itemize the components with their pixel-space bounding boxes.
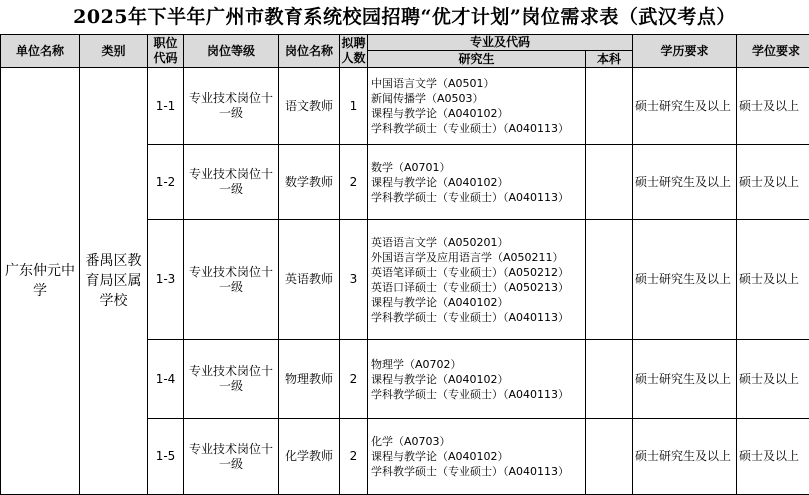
major-line: 英语语言文学（A050201） <box>371 235 585 250</box>
education-requirement-cell: 硕士研究生及以上 <box>633 145 737 220</box>
undergrad-majors-cell <box>586 220 633 340</box>
planned-count-cell: 3 <box>340 220 368 340</box>
major-line: 学科教学硕士（专业硕士）（A040113） <box>371 190 585 205</box>
planned-count-cell: 1 <box>340 68 368 145</box>
major-line: 英语笔译硕士（专业硕士）（A050212） <box>371 265 585 280</box>
education-requirement-cell: 硕士研究生及以上 <box>633 419 737 495</box>
post-level-cell: 专业技术岗位十一级 <box>184 220 279 340</box>
page-title: 2025年下半年广州市教育系统校园招聘“优才计划”岗位需求表（武汉考点） <box>0 0 809 34</box>
header-category: 类别 <box>80 35 148 68</box>
major-line: 外国语言学及应用语言学（A050211） <box>371 250 585 265</box>
header-post-name: 岗位名称 <box>279 35 340 68</box>
major-line: 课程与教学论（A040102） <box>371 106 585 121</box>
post-code-cell: 1-3 <box>148 220 184 340</box>
post-code-cell: 1-2 <box>148 145 184 220</box>
major-line: 学科教学硕士（专业硕士）（A040113） <box>371 464 585 479</box>
planned-count-cell: 2 <box>340 419 368 495</box>
post-level-cell: 专业技术岗位十一级 <box>184 419 279 495</box>
table-row <box>1 68 809 145</box>
major-line: 化学（A0703） <box>371 434 585 449</box>
post-code-cell: 1-4 <box>148 340 184 419</box>
header-unit-name: 单位名称 <box>1 35 80 68</box>
post-name-cell: 英语教师 <box>279 220 340 340</box>
post-level-cell: 专业技术岗位十一级 <box>184 145 279 220</box>
post-name-cell: 数学教师 <box>279 145 340 220</box>
graduate-majors-cell <box>368 220 586 340</box>
graduate-majors-cell <box>368 340 586 419</box>
major-line: 课程与教学论（A040102） <box>371 449 585 464</box>
header-major-and-code: 专业及代码 <box>368 35 633 51</box>
post-code-cell: 1-5 <box>148 419 184 495</box>
major-line: 物理学（A0702） <box>371 357 585 372</box>
major-line: 学科教学硕士（专业硕士）（A040113） <box>371 310 585 325</box>
major-line: 课程与教学论（A040102） <box>371 295 585 310</box>
degree-requirement-cell: 硕士及以上 <box>737 419 809 495</box>
graduate-majors-cell <box>368 419 586 495</box>
planned-count-cell: 2 <box>340 340 368 419</box>
graduate-majors-cell <box>368 68 586 145</box>
category-cell: 番禺区教育局区属学校 <box>80 68 148 495</box>
undergrad-majors-cell <box>586 145 633 220</box>
unit-name-cell: 广东仲元中学 <box>1 68 80 495</box>
degree-requirement-cell: 硕士及以上 <box>737 68 809 145</box>
degree-requirement-cell: 硕士及以上 <box>737 220 809 340</box>
education-requirement-cell: 硕士研究生及以上 <box>633 340 737 419</box>
post-name-cell: 语文教师 <box>279 68 340 145</box>
education-requirement-cell: 硕士研究生及以上 <box>633 68 737 145</box>
header-degree-requirement: 学位要求 <box>737 35 809 68</box>
major-line: 学科教学硕士（专业硕士）（A040113） <box>371 387 585 402</box>
post-name-cell: 化学教师 <box>279 419 340 495</box>
graduate-majors-cell <box>368 145 586 220</box>
planned-count-cell: 2 <box>340 145 368 220</box>
undergrad-majors-cell <box>586 68 633 145</box>
degree-requirement-cell: 硕士及以上 <box>737 145 809 220</box>
major-line: 数学（A0701） <box>371 160 585 175</box>
major-line: 中国语言文学（A0501） <box>371 76 585 91</box>
post-name-cell: 物理教师 <box>279 340 340 419</box>
undergrad-majors-cell <box>586 340 633 419</box>
major-line: 课程与教学论（A040102） <box>371 372 585 387</box>
degree-requirement-cell: 硕士及以上 <box>737 340 809 419</box>
major-line: 课程与教学论（A040102） <box>371 175 585 190</box>
header-education-requirement: 学历要求 <box>633 35 737 68</box>
header-undergrad: 本科 <box>586 51 633 68</box>
major-line: 英语口译硕士（专业硕士）（A050213） <box>371 280 585 295</box>
major-line: 新闻传播学（A0503） <box>371 91 585 106</box>
post-code-cell: 1-1 <box>148 68 184 145</box>
header-post-level: 岗位等级 <box>184 35 279 68</box>
job-requirements-table <box>0 34 809 495</box>
header-planned-count: 拟聘人数 <box>340 35 368 68</box>
post-level-cell: 专业技术岗位十一级 <box>184 340 279 419</box>
header-post-code: 职位代码 <box>148 35 184 68</box>
header-row-1 <box>1 35 809 51</box>
post-level-cell: 专业技术岗位十一级 <box>184 68 279 145</box>
header-graduate: 研究生 <box>368 51 586 68</box>
education-requirement-cell: 硕士研究生及以上 <box>633 220 737 340</box>
undergrad-majors-cell <box>586 419 633 495</box>
major-line: 学科教学硕士（专业硕士）（A040113） <box>371 121 585 136</box>
